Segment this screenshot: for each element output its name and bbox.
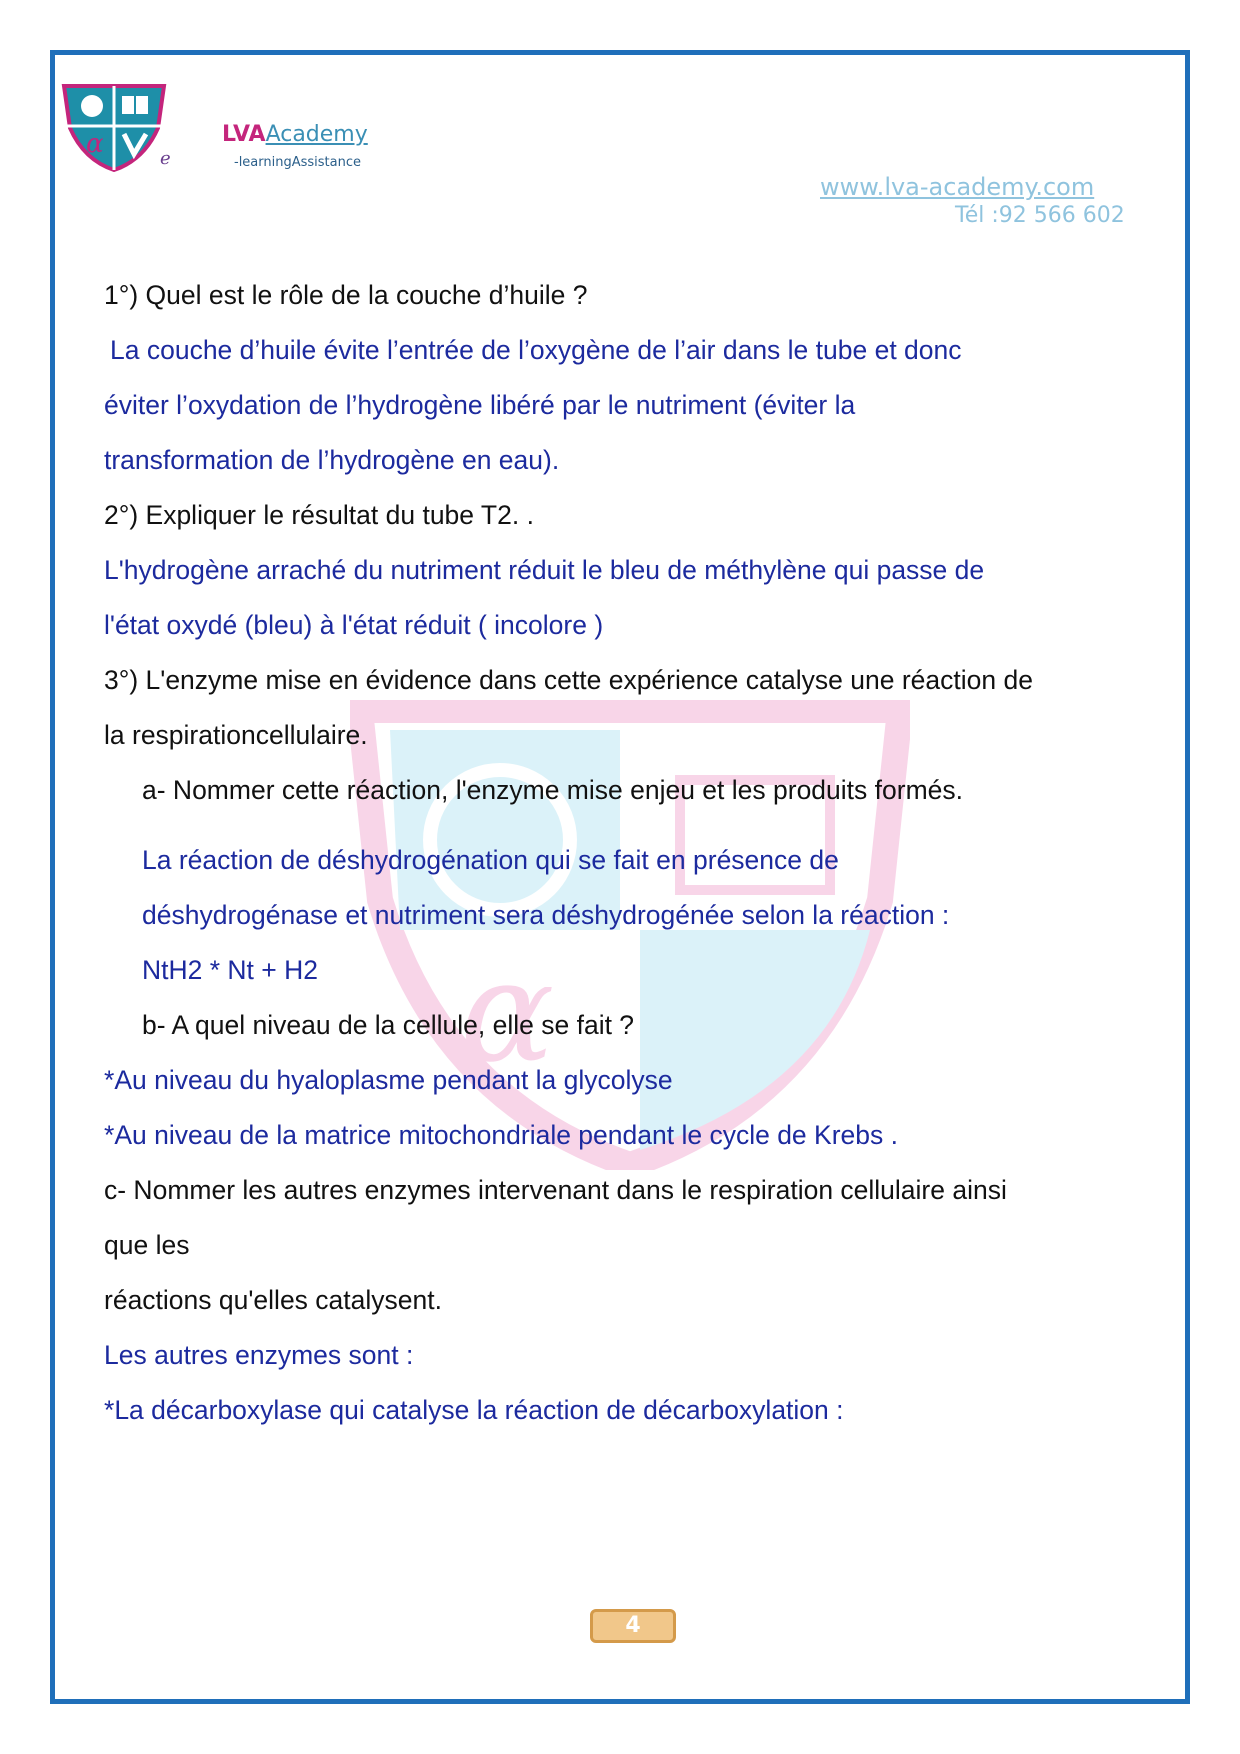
logo-letter: e — [160, 148, 171, 169]
brand-tagline: -learningAssistance — [234, 155, 361, 170]
answer-line: *La décarboxylase qui catalyse la réaction de décarboxylation : — [104, 1395, 844, 1425]
svg-text:α: α — [86, 129, 104, 159]
question-3c: c- Nommer les autres enzymes intervenant dans le respiration cellulaire ainsi — [104, 1175, 1007, 1205]
question-3a: a- Nommer cette réaction, l'enzyme mise enjeu et les produits formés. — [142, 775, 963, 805]
phone-number: Tél :92 566 602 — [955, 203, 1125, 228]
answer-line: Les autres enzymes sont : — [104, 1340, 414, 1370]
answer-line: l'état oxydé (bleu) à l'état réduit ( incolore ) — [104, 610, 604, 640]
answer-line: transformation de l’hydrogène en eau). — [104, 445, 560, 475]
question-3: 3°) L'enzyme mise en évidence dans cette expérience catalyse une réaction de — [104, 665, 1033, 695]
svg-text:α: α — [460, 931, 555, 1094]
question-line: réactions qu'elles catalysent. — [104, 1285, 442, 1315]
answer-line: déshydrogénase et nutriment sera déshydrogénée selon la réaction : — [142, 900, 950, 930]
website-link[interactable]: www.lva-academy.com — [820, 173, 1095, 201]
page-number: 4 — [590, 1609, 676, 1643]
question-line: que les — [104, 1230, 190, 1260]
answer-line: La réaction de déshydrogénation qui se fait en présence de — [142, 845, 839, 875]
question-1: 1°) Quel est le rôle de la couche d’huile ? — [104, 280, 588, 310]
lva-logo-icon — [58, 80, 170, 172]
question-3b: b- A quel niveau de la cellule, elle se fait ? — [142, 1010, 635, 1040]
answer-line: L'hydrogène arraché du nutriment réduit le bleu de méthylène qui passe de — [104, 555, 985, 585]
answer-line: *Au niveau du hyaloplasme pendant la glycolyse — [104, 1065, 673, 1095]
watermark-shield-icon — [350, 700, 910, 1170]
answer-line: éviter l’oxydation de l’hydrogène libéré par le nutriment (éviter la — [104, 390, 856, 420]
answer-line: La couche d’huile évite l’entrée de l’oxygène de l’air dans le tube et donc — [110, 335, 962, 365]
brand-name — [222, 122, 368, 147]
brand-part-2: Academy — [265, 122, 368, 147]
reaction-equation: NtH2 * Nt + H2 — [142, 955, 318, 985]
answer-line: *Au niveau de la matrice mitochondriale pendant le cycle de Krebs . — [104, 1120, 898, 1150]
question-line: la respirationcellulaire. — [104, 720, 368, 750]
brand-part-1: LVA — [222, 122, 266, 147]
question-2: 2°) Expliquer le résultat du tube T2. . — [104, 500, 534, 530]
